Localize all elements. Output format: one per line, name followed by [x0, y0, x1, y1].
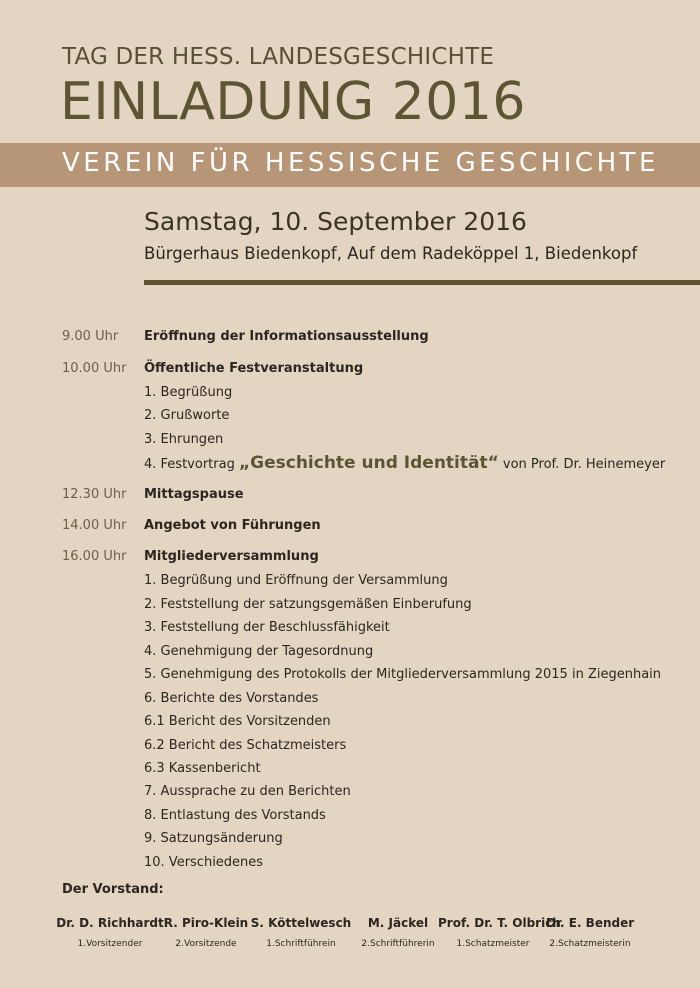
header-kicker: TAG DER HESS. LANDESGESCHICHTE [62, 44, 495, 70]
agenda-time: 14.00 Uhr [62, 518, 127, 533]
board-member [343, 916, 453, 949]
board-member [535, 916, 645, 949]
divider-rule [144, 280, 700, 285]
member-role: 2.Vorsitzende [175, 939, 237, 949]
member-name: Dr. E. Bender [545, 916, 635, 930]
event-place: Bürgerhaus Biedenkopf, Auf dem Radeköppel 1, Biedenkopf [144, 244, 638, 263]
agenda-item: 6.1 Bericht des Vorsitzenden [144, 714, 331, 729]
agenda-item [144, 453, 665, 473]
member-role: 1.Vorsitzender [77, 939, 143, 949]
agenda-item: 3. Feststellung der Beschlussfähigkeit [144, 620, 390, 635]
agenda-item: 2. Grußworte [144, 408, 230, 423]
member-name: S. Köttelwesch [250, 916, 352, 930]
board-member [151, 916, 261, 949]
member-role: 1.Schriftführein [266, 939, 336, 949]
board-title: Der Vorstand: [62, 882, 164, 897]
lecture-speaker: von Prof. Dr. Heinemeyer [498, 457, 666, 472]
agenda-item: 6. Berichte des Vorstandes [144, 691, 319, 706]
agenda-item: 4. Genehmigung der Tagesordnung [144, 644, 374, 659]
agenda-heading: Eröffnung der Informationsausstellung [144, 329, 429, 344]
member-role: 2.Schriftführerin [361, 939, 435, 949]
agenda-item: 1. Begrüßung [144, 385, 233, 400]
agenda-item: 6.2 Bericht des Schatzmeisters [144, 738, 347, 753]
event-date: Samstag, 10. September 2016 [144, 207, 527, 236]
member-name: M. Jäckel [367, 916, 429, 930]
agenda-heading: Öffentliche Festveranstaltung [144, 361, 364, 376]
agenda-item: 1. Begrüßung und Eröffnung der Versammlung [144, 573, 448, 588]
board-member [246, 916, 356, 949]
lecture-prefix: 4. Festvortrag [144, 457, 239, 472]
agenda-heading: Angebot von Führungen [144, 518, 321, 533]
member-name: R. Piro-Klein [163, 916, 249, 930]
agenda-item: 9. Satzungsänderung [144, 831, 283, 846]
agenda-time: 16.00 Uhr [62, 549, 127, 564]
member-role: 2.Schatzmeisterin [549, 939, 631, 949]
agenda-item: 5. Genehmigung des Protokolls der Mitgliederversammlung 2015 in Ziegenhain [144, 667, 662, 682]
band-text: VEREIN FÜR HESSISCHE GESCHICHTE [62, 148, 659, 178]
agenda-item: 3. Ehrungen [144, 432, 224, 447]
member-name: Dr. D. Richhardt [56, 916, 164, 930]
agenda-heading: Mittagspause [144, 487, 244, 502]
board-member [438, 916, 561, 949]
agenda-time: 10.00 Uhr [62, 361, 127, 376]
board-member [55, 916, 165, 949]
agenda-time: 9.00 Uhr [62, 329, 119, 344]
member-role: 1.Schatzmeister [456, 939, 530, 949]
member-name: Prof. Dr. T. Olbrich [438, 916, 561, 930]
page-title: EINLADUNG 2016 [60, 72, 526, 132]
agenda-heading: Mitgliederversammlung [144, 549, 319, 564]
agenda-item: 2. Feststellung der satzungsgemäßen Einberufung [144, 597, 472, 612]
lecture-title: „Geschichte und Identität“ [238, 453, 499, 473]
agenda-item: 7. Aussprache zu den Berichten [144, 784, 351, 799]
agenda-item: 6.3 Kassenbericht [144, 761, 261, 776]
agenda-item: 8. Entlastung des Vorstands [144, 808, 326, 823]
agenda-time: 12.30 Uhr [62, 487, 127, 502]
agenda-item: 10. Verschiedenes [144, 855, 264, 870]
